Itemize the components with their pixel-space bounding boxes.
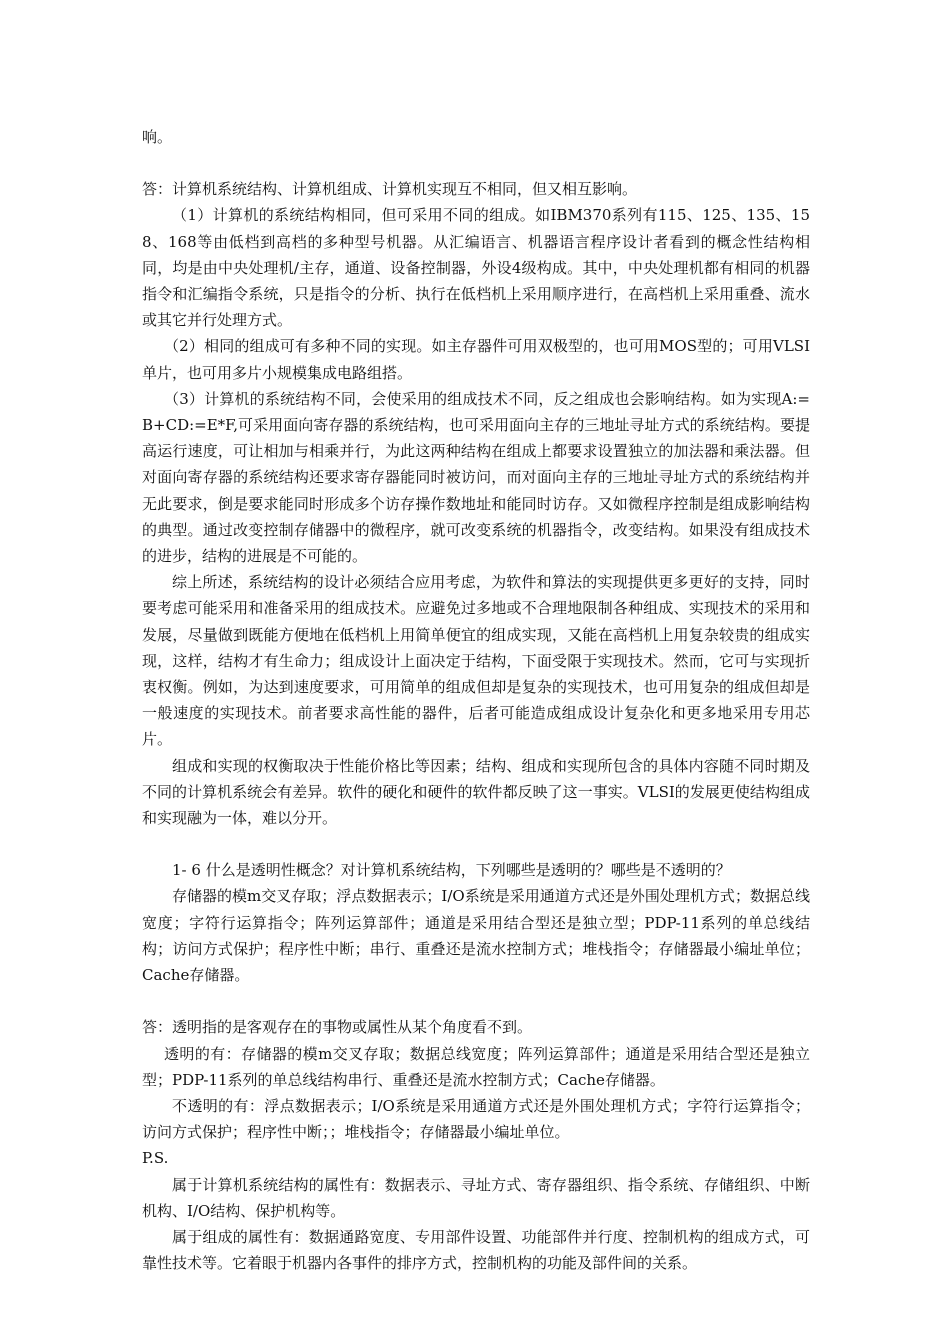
organization-attributes: 属于组成的属性有：数据通路宽度、专用部件设置、功能部件并行度、控制机构的组成方式，可靠性技术等。它着眼于机器内各事件的排序方式，控制机构的功能及部件间的关系。	[142, 1227, 810, 1273]
question-1-6: 1- 6 什么是透明性概念？对计算机系统结构，下列哪些是透明的？哪些是不透明的？	[172, 861, 731, 880]
answer-transparency: 答：透明指的是客观存在的事物或属性从某个角度看不到。	[142, 1018, 533, 1037]
point-3: （3）计算机的系统结构不同，会使采用的组成技术不同，反之组成也会影响结构。如为实现A:=B+CD:=E*F,可采用面向寄存器的系统结构，也可采用面向主存的三地址寻址方式的系统结构。要提高运行速度，可让相加与相乘并行，为此这两种结构在组成上都要求设置独立的加法器和乘法器。但对面向寄存器的系统结构还要求寄存器能同时被访问，而对面向主存的三地址寻址方式的系统结构并无此要求，倒是要求能同时形成多个访存操作数地址和能同时访存。又如微程序控制是组成影响结构的典型。通过改变控制存储器中的微程序，就可改变系统的机器指令，改变结构。如果没有组成技术的进步，结构的进展是不可能的。	[142, 389, 810, 566]
document-body	[142, 124, 810, 1276]
transparent-list: 透明的有：存储器的模m交叉存取；数据总线宽度；阵列运算部件；通道是采用结合型还是独立型；PDP-11系列的单总线结构串行、重叠还是流水控制方式；Cache存储器。	[142, 1044, 810, 1089]
point-1: （1）计算机的系统结构相同，但可采用不同的组成。如IBM370系列有115、125、135、158、168等由低档到高档的多种型号机器。从汇编语言、机器语言程序设计者看到的概念性结构相同，均是由中央处理机/主存，通道、设备控制器，外设4级构成。其中，中央处理机都有相同的机器指令和汇编指令系统，只是指令的分析、执行在低档机上采用顺序进行，在高档机上采用重叠、流水或其它并行处理方式。	[142, 206, 810, 330]
architecture-attributes: 属于计算机系统结构的属性有：数据表示、寻址方式、寄存器组织、指令系统、存储组织、中断机构、I/O结构、保护机构等。	[142, 1175, 810, 1220]
blank-line	[142, 988, 810, 1014]
paragraph-continuation: 响。	[142, 128, 173, 146]
ps-label: P.S.	[142, 1149, 169, 1168]
summary-paragraph: 综上所述，系统结构的设计必须结合应用考虑，为软件和算法的实现提供更多更好的支持，同时要考虑可能采用和准备采用的组成技术。应避免过多地或不合理地限制各种组成、实现技术的采用和发展，尽量做到既能方便地在低档机上用简单便宜的组成实现，又能在高档机上用复杂较贵的组成实现，这样，结构才有生命力；组成设计上面决定于结构，下面受限于实现技术。然而，它可与实现折衷权衡。例如，为达到速度要求，可用简单的组成但却是复杂的实现技术，也可用复杂的组成但却是一般速度的实现技术。前者要求高性能的器件，后者可能造成组成设计复杂化和更多地采用专用芯片。	[142, 573, 810, 749]
point-2: （2）相同的组成可有多种不同的实现。如主存器件可用双极型的，也可用MOS型的；可用VLSI单片，也可用多片小规模集成电路组搭。	[142, 337, 810, 382]
tradeoff-paragraph: 组成和实现的权衡取决于性能价格比等因素；结构、组成和实现所包含的具体内容随不同时期及不同的计算机系统会有差异。软件的硬化和硬件的软件都反映了这一事实。VLSI的发展更使结构组成和实现融为一体，难以分开。	[142, 756, 810, 828]
blank-line	[142, 150, 810, 176]
non-transparent-list: 不透明的有：浮点数据表示；I/O系统是采用通道方式还是外围处理机方式；字符行运算指令；访问方式保护；程序性中断；；堆栈指令；存储器最小编址单位。	[142, 1096, 810, 1142]
blank-line	[142, 831, 810, 857]
answer-intro: 答：计算机系统结构、计算机组成、计算机实现互不相同，但又相互影响。	[142, 180, 638, 199]
question-items: 存储器的模m交叉存取；浮点数据表示；I/O系统是采用通道方式还是外围处理机方式；数据总线宽度；字符行运算指令；阵列运算部件；通道是采用结合型还是独立型；PDP-11系列的单总线结构；访问方式保护；程序性中断；串行、重叠还是流水控制方式；堆栈指令；存储器最小编址单位；Cache存储器。	[142, 887, 810, 985]
